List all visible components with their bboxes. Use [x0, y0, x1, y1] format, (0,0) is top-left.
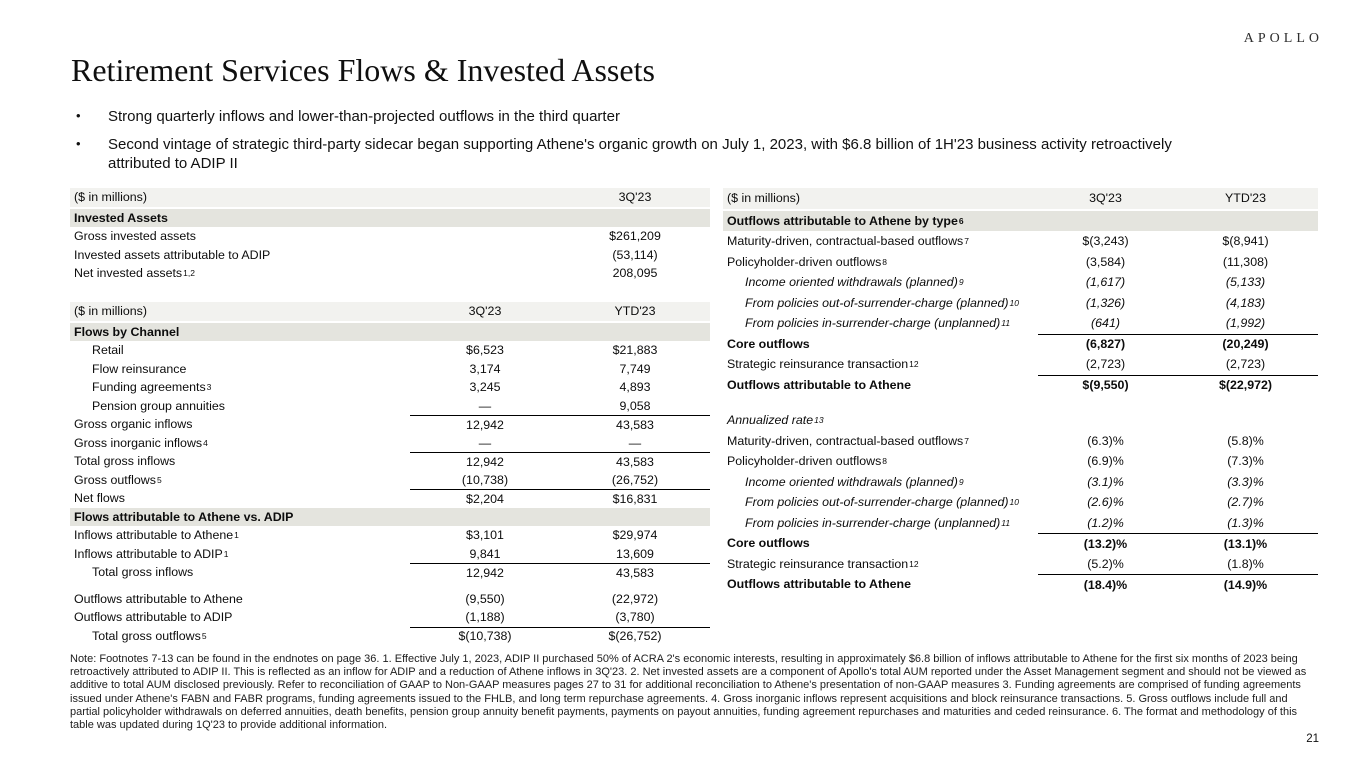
row-label: Inflows attributable to Athene 1	[74, 528, 239, 543]
row-label	[723, 536, 1038, 550]
table-row	[70, 360, 710, 379]
row-values	[1038, 334, 1318, 355]
row-values	[1038, 533, 1318, 554]
row-values	[1038, 492, 1318, 513]
cell-value: —	[628, 435, 642, 450]
cell-value: (2.6)%	[1087, 495, 1124, 510]
cell-value: —	[478, 435, 492, 450]
column-header: YTD'23	[614, 304, 656, 319]
cell-value: $21,883	[612, 343, 658, 358]
table-row	[70, 415, 710, 434]
cell-value: $(9,550)	[1082, 378, 1129, 393]
cell-value: 9,841	[469, 546, 501, 561]
cell-value: $261,209	[609, 229, 661, 244]
cell-value: 43,583	[616, 454, 654, 469]
section-header-label: Outflows attributable to Athene by type 6	[727, 213, 964, 228]
row-label: Annualized rate 13	[727, 413, 824, 428]
cell-value: $6,523	[466, 343, 504, 358]
row-label	[70, 399, 410, 413]
row-label: Policyholder-driven outflows 8	[727, 254, 888, 269]
cell-value: (2,723)	[1085, 357, 1126, 372]
table-row	[723, 472, 1318, 493]
table-row	[70, 434, 710, 453]
row-label-text: Income oriented withdrawals (planned)	[745, 474, 958, 489]
row-values	[410, 471, 710, 490]
cell-value: (1,617)	[1085, 275, 1126, 290]
row-label: Strategic reinsurance transaction 12	[727, 357, 919, 372]
cell-value: (3.1)%	[1087, 474, 1124, 489]
table-row	[723, 293, 1318, 314]
cell-value: (13.2)%	[1083, 536, 1128, 551]
row-values	[410, 526, 710, 545]
bullet-item	[76, 135, 1236, 173]
cell-value: 12,942	[466, 417, 504, 432]
row-label-text: From policies out-of-surrender-charge (planned)	[745, 295, 1009, 310]
row-label-text: Net flows	[74, 491, 125, 506]
row-label	[70, 248, 410, 262]
row-label: Funding agreements 3	[92, 380, 212, 395]
cell-value: 13,609	[616, 546, 654, 561]
row-values	[410, 246, 710, 265]
row-label: From policies in-surrender-charge (unplanned) 11	[745, 515, 1011, 530]
row-label-text: Outflows attributable to Athene	[727, 377, 912, 392]
row-values	[1038, 472, 1318, 493]
row-label	[70, 491, 410, 505]
table-unit-label	[70, 304, 410, 318]
page-number: 21	[1306, 733, 1319, 745]
cell-value: $(8,941)	[1222, 234, 1269, 249]
row-label-text: Gross organic inflows	[74, 417, 193, 432]
cell-value: (5.8)%	[1227, 433, 1264, 448]
row-label-text: ($ in millions)	[727, 191, 800, 206]
table-row	[70, 246, 710, 265]
table-row	[723, 431, 1318, 452]
row-label-text: Retail	[92, 343, 124, 358]
row-values	[410, 545, 710, 564]
row-values	[1038, 293, 1318, 314]
row-label-text: Gross inorganic inflows	[74, 435, 203, 450]
bullet-marker: •	[76, 108, 81, 123]
row-label-text: Strategic reinsurance transaction	[727, 556, 909, 571]
table-row	[70, 264, 710, 283]
row-values	[410, 489, 710, 508]
column-header: 3Q'23	[618, 190, 652, 205]
cell-value: 12,942	[466, 565, 504, 580]
cell-value: $(22,972)	[1218, 378, 1273, 393]
header-values	[1038, 188, 1318, 209]
row-label-text: Core outflows	[727, 336, 810, 351]
section-header-row	[723, 211, 1318, 232]
row-values	[1038, 231, 1318, 252]
cell-value: —	[478, 398, 492, 413]
table-row	[70, 341, 710, 360]
section-header-row	[70, 323, 710, 342]
bullet-text: Strong quarterly inflows and lower-than-projected outflows in the third quarter	[108, 108, 620, 125]
row-label-text: Invested Assets	[74, 210, 168, 225]
table-row	[70, 608, 710, 627]
cell-value: 9,058	[619, 398, 651, 413]
table-unit-label	[70, 190, 410, 204]
table-row	[70, 627, 710, 646]
row-label-text: Total gross inflows	[74, 454, 176, 469]
row-values	[1038, 375, 1318, 396]
table-row	[723, 354, 1318, 375]
row-label: Income oriented withdrawals (planned) 9	[745, 474, 964, 489]
row-label-text: Outflows attributable to Athene by type	[727, 213, 958, 228]
cell-value: (53,114)	[612, 247, 658, 262]
cell-value: (11,308)	[1222, 254, 1269, 269]
cell-value: 12,942	[466, 454, 504, 469]
table-row	[723, 492, 1318, 513]
row-values	[1038, 451, 1318, 472]
row-label	[70, 592, 410, 606]
table-row	[70, 452, 710, 471]
cell-value: (5.2)%	[1087, 556, 1124, 571]
row-label	[723, 577, 1038, 591]
row-label	[70, 229, 410, 243]
table-row	[70, 526, 710, 545]
table-row	[70, 378, 710, 397]
row-values	[1038, 313, 1318, 334]
cell-value: $(26,752)	[608, 629, 662, 644]
row-label	[70, 417, 410, 431]
table-header-row	[723, 188, 1318, 209]
row-label-text: Maturity-driven, contractual-based outflows	[727, 433, 964, 448]
row-label-text: Inflows attributable to Athene	[74, 528, 234, 543]
row-label: From policies in-surrender-charge (unplanned) 11	[745, 316, 1011, 331]
cell-value: (1,188)	[465, 610, 505, 625]
table-row	[70, 489, 710, 508]
cell-value: 3,245	[469, 380, 501, 395]
cell-value: (6.3)%	[1087, 433, 1124, 448]
header-values	[410, 188, 710, 207]
row-label	[70, 343, 410, 357]
cell-value: (6.9)%	[1087, 454, 1124, 469]
row-label: Net invested assets 1,2	[74, 266, 195, 281]
outflows-by-type-table	[723, 188, 1318, 595]
row-values	[410, 227, 710, 246]
cell-value: (10,738)	[461, 472, 509, 487]
table-row	[723, 375, 1318, 396]
row-label-text: Inflows attributable to ADIP	[74, 546, 223, 561]
cell-value: (4,183)	[1225, 295, 1266, 310]
row-label-text: From policies out-of-surrender-charge (planned)	[745, 495, 1009, 510]
row-label: Gross inorganic inflows 4	[74, 435, 208, 450]
bullet-list	[76, 107, 1236, 182]
table-row	[723, 231, 1318, 252]
row-label-text: ($ in millions)	[74, 190, 147, 205]
row-values	[1038, 252, 1318, 273]
table-row	[70, 471, 710, 490]
cell-value: (2,723)	[1225, 357, 1266, 372]
cell-value: (6,827)	[1085, 337, 1126, 352]
row-label: From policies out-of-surrender-charge (planned) 10	[745, 295, 1020, 310]
table-row	[723, 513, 1318, 534]
cell-value: (20,249)	[1222, 337, 1269, 352]
bullet-marker: •	[76, 136, 81, 151]
table-row	[70, 397, 710, 416]
table-row	[723, 410, 1318, 431]
row-label-text: Flows by Channel	[74, 324, 180, 339]
column-header: 3Q'23	[1089, 191, 1122, 206]
section-header-label	[70, 325, 710, 339]
table-header-row	[70, 188, 710, 207]
row-label: Maturity-driven, contractual-based outflows 7	[727, 234, 969, 249]
table-row	[723, 252, 1318, 273]
row-label-text: From policies in-surrender-charge (unplanned)	[745, 515, 1001, 530]
row-label-text: Policyholder-driven outflows	[727, 254, 882, 269]
table-row	[723, 313, 1318, 334]
table-row	[723, 533, 1318, 554]
bullet-text: Second vintage of strategic third-party sidecar began supporting Athene's organic growth on July 1, 2023, with $6.8 billion of 1H'23 business activity retroactively attributed to ADIP II	[108, 136, 1172, 172]
row-label-text: Flow reinsurance	[92, 361, 187, 376]
cell-value: (1.8)%	[1227, 556, 1264, 571]
table-row	[723, 272, 1318, 293]
row-label-text: ($ in millions)	[74, 304, 147, 319]
row-label-text: Total gross inflows	[92, 565, 194, 580]
row-values	[410, 627, 710, 646]
page-title: Retirement Services Flows & Invested Assets	[71, 52, 655, 88]
footnote-text: Note: Footnotes 7-13 can be found in the endnotes on page 36. 1. Effective July 1, 2023, ADIP II purchased 50% of ACRA 2's economic interests, resulting in approximately $6.8 billion of inflows attributable to Athene for the first six months of 2023 being retroactively attributed to ADIP II. This is reflected as an inflow for ADIP and a reduction of Athene inflows in 3Q'23. 2. Net invested assets are a component of Apollo's total AUM reported under the Asset Management segment and should not be viewed as additive to total AUM disclosed previously. Refer to reconciliation of GAAP to Non-GAAP measures pages 27 to 31 for additional reconciliation to Athene's presentation of non-GAAP measures 3. Funding agreements are comprised of funding agreements issued under Athene's FABN and FABR programs, funding agreements issued to the FHLB, and long term repurchase agreements. 4. Gross inorganic inflows represent acquisitions and block reinsurance transactions. 5. Gross outflows include full and partial policyholder withdrawals on deferred annuities, death benefits, pension group annuity benefit payments, payments on payout annuities, funding agreement repurchases and maturities and ceded reinsurance. 6. The format and methodology of this table was updated during 1Q'23 to provide additional information.	[70, 653, 1307, 732]
row-label-text: Core outflows	[727, 536, 810, 551]
row-label-text: Maturity-driven, contractual-based outflows	[727, 234, 964, 249]
row-values	[410, 341, 710, 360]
row-label: Maturity-driven, contractual-based outflows 7	[727, 433, 969, 448]
cell-value: (13.1)%	[1223, 536, 1268, 551]
cell-value: $2,204	[466, 491, 504, 506]
cell-value: (2.7)%	[1227, 495, 1264, 510]
cell-value: 43,583	[616, 565, 654, 580]
row-label: Income oriented withdrawals (planned) 9	[745, 275, 964, 290]
table-row	[70, 590, 710, 609]
cell-value: (3.3)%	[1227, 474, 1264, 489]
section-header-label	[70, 211, 710, 225]
row-values	[410, 563, 710, 582]
table-row	[70, 563, 710, 582]
cell-value: (26,752)	[611, 472, 659, 487]
table-row	[723, 554, 1318, 575]
cell-value: (1.2)%	[1087, 515, 1124, 530]
cell-value: (1,326)	[1085, 295, 1126, 310]
section-header-row	[70, 508, 710, 527]
row-label	[70, 610, 410, 624]
row-values	[410, 264, 710, 283]
cell-value: 4,893	[619, 380, 651, 395]
row-label: Strategic reinsurance transaction 12	[727, 556, 919, 571]
cell-value: 43,583	[616, 417, 654, 432]
cell-value: (5,133)	[1225, 275, 1266, 290]
row-label	[723, 378, 1038, 392]
row-label: Inflows attributable to ADIP 1	[74, 546, 229, 561]
row-label	[70, 565, 410, 579]
cell-value: (22,972)	[611, 591, 659, 606]
row-label-text: Income oriented withdrawals (planned)	[745, 275, 958, 290]
cell-value: (7.3)%	[1227, 454, 1264, 469]
cell-value: $29,974	[612, 528, 658, 543]
row-label-text: Net invested assets	[74, 266, 183, 281]
cell-value: (1.3)%	[1227, 515, 1264, 530]
flows-table	[70, 302, 710, 645]
cell-value: (9,550)	[465, 591, 505, 606]
row-values	[410, 378, 710, 397]
row-label	[70, 362, 410, 376]
cell-value: (1,992)	[1225, 316, 1266, 331]
cell-value: 208,095	[612, 266, 658, 281]
row-values	[410, 360, 710, 379]
cell-value: $(10,738)	[458, 629, 512, 644]
table-row	[723, 574, 1318, 595]
table-spacer	[70, 582, 710, 590]
table-header-row	[70, 302, 710, 321]
row-label-text: Invested assets attributable to ADIP	[74, 247, 271, 262]
row-values	[1038, 554, 1318, 575]
row-label: Gross outflows 5	[74, 472, 162, 487]
row-label	[70, 454, 410, 468]
row-label-text: Policyholder-driven outflows	[727, 454, 882, 469]
row-values	[1038, 431, 1318, 452]
row-values	[410, 452, 710, 471]
cell-value: 7,749	[619, 361, 651, 376]
row-values	[410, 397, 710, 416]
table-row	[70, 545, 710, 564]
row-label-text: Outflows attributable to Athene	[74, 591, 243, 606]
section-header-row	[70, 209, 710, 228]
table-row	[70, 227, 710, 246]
column-header: 3Q'23	[468, 304, 502, 319]
cell-value: (641)	[1091, 316, 1120, 331]
table-row	[723, 451, 1318, 472]
row-values	[1038, 354, 1318, 375]
row-label-text: Funding agreements	[92, 380, 206, 395]
row-label-text: From policies in-surrender-charge (unplanned)	[745, 316, 1001, 331]
cell-value: (3,780)	[615, 610, 655, 625]
row-values	[410, 590, 710, 609]
section-header-label	[70, 510, 710, 524]
table-spacer	[723, 395, 1318, 410]
row-label-text: Total gross outflows	[92, 628, 201, 643]
row-values	[1038, 272, 1318, 293]
row-values	[410, 415, 710, 434]
row-label-text: Flows attributable to Athene vs. ADIP	[74, 509, 294, 524]
table-unit-label	[723, 191, 1038, 205]
row-label-text: Strategic reinsurance transaction	[727, 357, 909, 372]
invested-assets-table	[70, 188, 710, 283]
row-label: From policies out-of-surrender-charge (planned) 10	[745, 495, 1020, 510]
row-values	[1038, 513, 1318, 534]
column-header: YTD'23	[1225, 191, 1266, 206]
cell-value: (18.4)%	[1083, 577, 1128, 592]
header-values	[410, 302, 710, 321]
row-values	[1038, 410, 1318, 431]
row-values	[410, 608, 710, 627]
row-label: Policyholder-driven outflows 8	[727, 454, 888, 469]
row-label-text: Outflows attributable to Athene	[727, 577, 912, 592]
cell-value: $3,101	[466, 528, 504, 543]
cell-value: (14.9)%	[1223, 577, 1268, 592]
row-values	[1038, 574, 1318, 595]
row-label-text: Annualized rate	[727, 413, 814, 428]
row-label-text: Gross outflows	[74, 472, 156, 487]
apollo-logo: APOLLO	[1243, 31, 1323, 46]
cell-value: $(3,243)	[1082, 234, 1129, 249]
row-values	[410, 434, 710, 453]
row-label-text: Pension group annuities	[92, 398, 225, 413]
row-label: Total gross outflows 5	[92, 628, 207, 643]
row-label-text: Outflows attributable to ADIP	[74, 610, 233, 625]
cell-value: 3,174	[469, 361, 501, 376]
bullet-item	[76, 107, 1236, 126]
cell-value: $16,831	[612, 491, 658, 506]
row-label	[723, 337, 1038, 351]
cell-value: (3,584)	[1085, 254, 1126, 269]
row-label-text: Gross invested assets	[74, 229, 196, 244]
table-row	[723, 334, 1318, 355]
